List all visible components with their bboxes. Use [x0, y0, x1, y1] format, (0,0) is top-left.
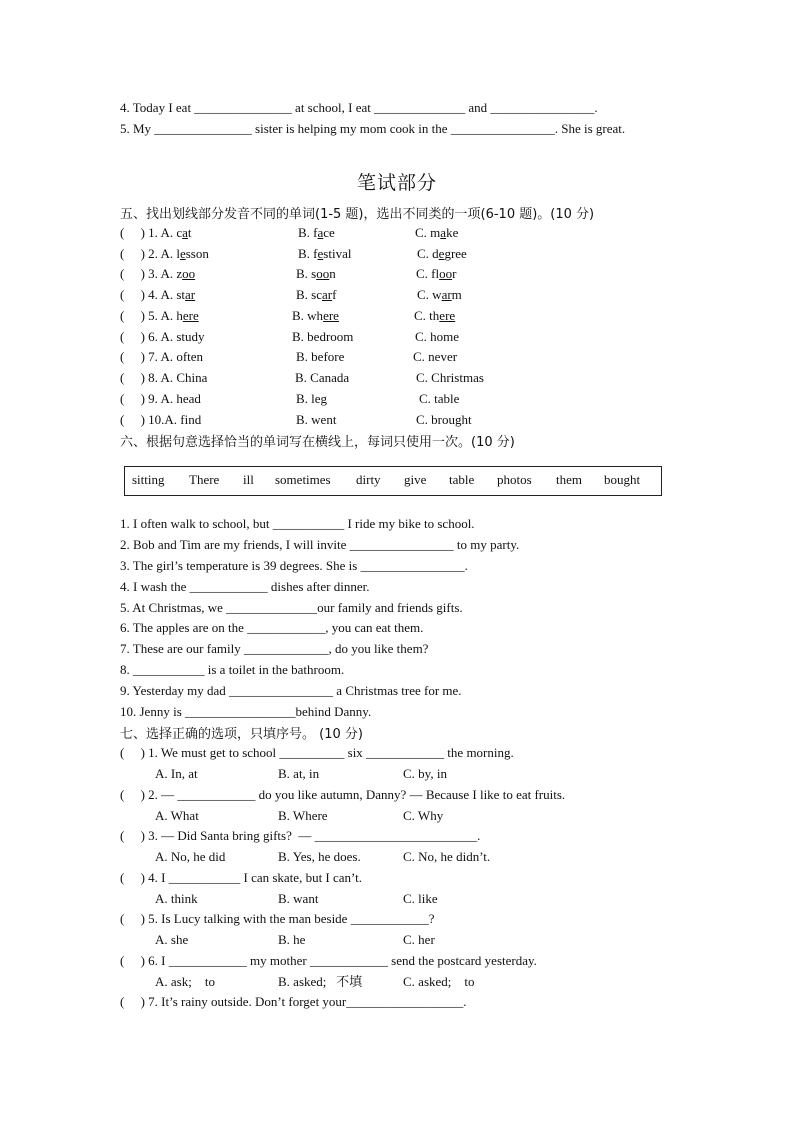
section7-option-a: A. she — [155, 932, 189, 947]
item-number: ( ) 8. A. — [120, 370, 177, 385]
option-b-underlined: ere — [323, 308, 339, 323]
section6-sentence: 5. At Christmas, we ______________our family and friends gifts. — [120, 600, 463, 615]
word-bank-word: them — [556, 472, 582, 487]
section7-question: ( ) 1. We must get to school __________ six ____________ the morning. — [120, 745, 514, 760]
section5-item-a — [120, 349, 203, 365]
option-a-pre: often — [176, 349, 204, 364]
section7-question: ( ) 7. It’s rainy outside. Don’t forget your__________________. — [120, 994, 467, 1009]
section5-item-a — [120, 370, 207, 386]
option-a-pre: head — [176, 391, 201, 406]
option-c-post: r — [452, 266, 457, 281]
option-a-underlined: ar — [185, 287, 196, 302]
section5-item-a — [120, 266, 195, 282]
section5-heading: 五、找出划线部分发音不同的单词(1-5 题)，选出不同类的一项(6-10 题)。(10 分) — [120, 207, 595, 222]
option-b-pre: B. Canada — [295, 370, 350, 385]
top-line-4: 4. Today I eat _______________ at school, I eat ______________ and ________________. — [120, 100, 598, 115]
option-a-post: sson — [185, 246, 209, 261]
option-c-underlined: ere — [439, 308, 456, 323]
option-c-underlined: a — [440, 225, 447, 240]
section5-item-b — [295, 370, 349, 386]
option-a-pre: l — [176, 246, 180, 261]
section7-option-c: C. by, in — [403, 766, 447, 781]
option-a-underlined: a — [182, 225, 188, 240]
section7-option-c: C. No, he didn’t. — [403, 849, 491, 864]
option-b-post: stival — [323, 246, 352, 261]
option-a-pre: z — [176, 266, 183, 281]
word-bank-word: photos — [497, 472, 532, 487]
section7-question: ( ) 5. Is Lucy talking with the man beside ____________? — [120, 911, 435, 926]
section7-question: ( ) 3. — Did Santa bring gifts? — _________________________. — [120, 828, 481, 843]
section7-option-c: C. like — [403, 891, 438, 906]
option-b-post: ce — [323, 225, 335, 240]
item-number: ( ) 4. A. — [120, 287, 177, 302]
option-a-pre: h — [176, 308, 183, 323]
section7-question: ( ) 2. — ____________ do you like autumn, Danny? — Because I like to eat fruits. — [120, 787, 566, 802]
section5-item-b — [298, 246, 351, 262]
section5-item-b — [296, 391, 327, 407]
section5-item-c — [414, 308, 455, 324]
section5-item-a — [120, 287, 195, 303]
section7-option-b: B. Where — [278, 808, 328, 823]
section6-sentence: 9. Yesterday my dad ________________ a Christmas tree for me. — [120, 683, 462, 698]
option-b-pre: B. f — [298, 225, 318, 240]
option-c-underlined: e — [438, 246, 445, 261]
section7-option-a: A. ask; to — [155, 974, 215, 989]
option-b-pre: B. bedroom — [292, 329, 354, 344]
section6-sentence: 10. Jenny is _________________behind Danny. — [120, 704, 372, 719]
word-bank-word: sometimes — [275, 472, 331, 487]
word-bank-word: ill — [243, 472, 254, 487]
option-a-underlined: ere — [182, 308, 199, 323]
section6-sentence: 6. The apples are on the ____________, you can eat them. — [120, 620, 424, 635]
section5-item-b — [292, 329, 353, 345]
page-title: 笔试部分 — [356, 172, 437, 194]
option-b-post: f — [332, 287, 337, 302]
word-bank-word: There — [189, 472, 220, 487]
section7-option-a: A. What — [155, 808, 199, 823]
section6-sentence: 8. ___________ is a toilet in the bathroom. — [120, 662, 345, 677]
option-a-underlined: e — [179, 246, 186, 261]
word-bank-word: table — [449, 472, 475, 487]
section5-item-c — [415, 225, 458, 241]
item-number: ( ) 3. A. — [120, 266, 177, 281]
word-bank-word: bought — [604, 472, 641, 487]
section5-item-b — [296, 412, 336, 428]
option-c-post: m — [451, 287, 462, 302]
section5-item-a — [120, 329, 205, 345]
section5-item-c — [416, 412, 472, 428]
section7-option-a: A. think — [155, 891, 198, 906]
section5-item-b — [296, 266, 336, 282]
section6-sentence: 1. I often walk to school, but ___________ I ride my bike to school. — [120, 516, 475, 531]
option-c-pre: C. th — [414, 308, 440, 323]
item-number: ( ) 1. A. — [120, 225, 177, 240]
item-number: ( ) 9. A. — [120, 391, 177, 406]
section7-option-b: B. at, in — [278, 766, 320, 781]
section7-question: ( ) 4. I ___________ I can skate, but I can’t. — [120, 870, 363, 885]
section5-item-a — [120, 412, 201, 428]
option-c-pre: C. never — [413, 349, 458, 364]
section5-item-a — [120, 391, 201, 407]
option-a-pre: study — [176, 329, 205, 344]
section7-option-b: B. Yes, he does. — [278, 849, 361, 864]
option-b-post: n — [329, 266, 336, 281]
item-number: ( ) 2. A. — [120, 246, 177, 261]
section7-question: ( ) 6. I ____________ my mother ____________ send the postcard yesterday. — [120, 953, 537, 968]
section5-item-a — [120, 225, 192, 241]
option-b-underlined: e — [317, 246, 324, 261]
option-b-pre: B. before — [296, 349, 345, 364]
section5-item-c — [417, 287, 462, 303]
section5-item-b — [296, 287, 336, 303]
section5-item-b — [296, 349, 344, 365]
option-a-post: t — [187, 225, 192, 240]
option-b-underlined: a — [317, 225, 324, 240]
item-number: ( ) 6. A. — [120, 329, 177, 344]
section5-item-a — [120, 246, 209, 262]
item-number: ( ) 7. A. — [120, 349, 177, 364]
section5-item-c — [413, 349, 457, 365]
section6-sentence: 7. These are our family _____________, do you like them? — [120, 641, 429, 656]
option-c-underlined: oo — [439, 266, 453, 281]
section7-option-c: C. Why — [403, 808, 444, 823]
option-b-pre: B. wh — [292, 308, 324, 323]
item-number: ( ) 10.A. — [120, 412, 181, 427]
section5-item-b — [298, 225, 335, 241]
option-c-pre: C. fl — [416, 266, 440, 281]
option-b-underlined: ar — [322, 287, 333, 302]
top-line-5: 5. My _______________ sister is helping my mom cook in the ________________. She is great. — [120, 121, 626, 136]
option-c-pre: C. d — [417, 246, 439, 261]
option-b-pre: B. f — [298, 246, 318, 261]
option-c-pre: C. table — [419, 391, 460, 406]
option-b-underlined: oo — [316, 266, 330, 281]
section5-item-b — [292, 308, 339, 324]
option-b-pre: B. went — [296, 412, 337, 427]
section6-sentence: 3. The girl’s temperature is 39 degrees. She is ________________. — [120, 558, 468, 573]
section5-item-c — [419, 391, 459, 407]
section7-heading: 七、选择正确的选项，只填序号。 (10 分) — [120, 727, 363, 742]
section7-option-a: A. No, he did — [155, 849, 226, 864]
option-a-pre: c — [176, 225, 183, 240]
option-a-pre: find — [180, 412, 202, 427]
option-c-pre: C. Christmas — [416, 370, 484, 385]
section7-option-b: B. want — [278, 891, 319, 906]
option-c-post: gree — [444, 246, 467, 261]
item-number: ( ) 5. A. — [120, 308, 177, 323]
word-bank-word: give — [404, 472, 427, 487]
option-a-underlined: oo — [182, 266, 196, 281]
option-a-pre: China — [176, 370, 208, 385]
section7-option-b: B. he — [278, 932, 306, 947]
section5-item-c — [416, 370, 484, 386]
section7-option-b: B. asked; 不填 — [278, 974, 363, 989]
section6-heading: 六、根据句意选择恰当的单词写在横线上，每词只使用一次。(10 分) — [120, 435, 515, 450]
option-c-pre: C. m — [415, 225, 441, 240]
section7-option-c: C. asked; to — [403, 974, 475, 989]
word-bank-word: dirty — [356, 472, 381, 487]
option-b-pre: B. leg — [296, 391, 328, 406]
section6-sentence: 2. Bob and Tim are my friends, I will invite ________________ to my party. — [120, 537, 520, 552]
section5-item-c — [415, 329, 459, 345]
option-c-pre: C. w — [417, 287, 442, 302]
option-c-pre: C. home — [415, 329, 460, 344]
section5-item-a — [120, 308, 199, 324]
section7-option-c: C. her — [403, 932, 435, 947]
word-bank-word: sitting — [132, 472, 165, 487]
section5-item-c — [416, 266, 456, 282]
option-b-pre: B. sc — [296, 287, 322, 302]
option-c-pre: C. brought — [416, 412, 472, 427]
option-a-pre: st — [176, 287, 186, 302]
option-b-pre: B. s — [296, 266, 317, 281]
section7-option-a: A. In, at — [155, 766, 198, 781]
section5-item-c — [417, 246, 467, 262]
section6-sentence: 4. I wash the ____________ dishes after dinner. — [120, 579, 370, 594]
option-c-underlined: ar — [441, 287, 452, 302]
option-c-post: ke — [446, 225, 459, 240]
